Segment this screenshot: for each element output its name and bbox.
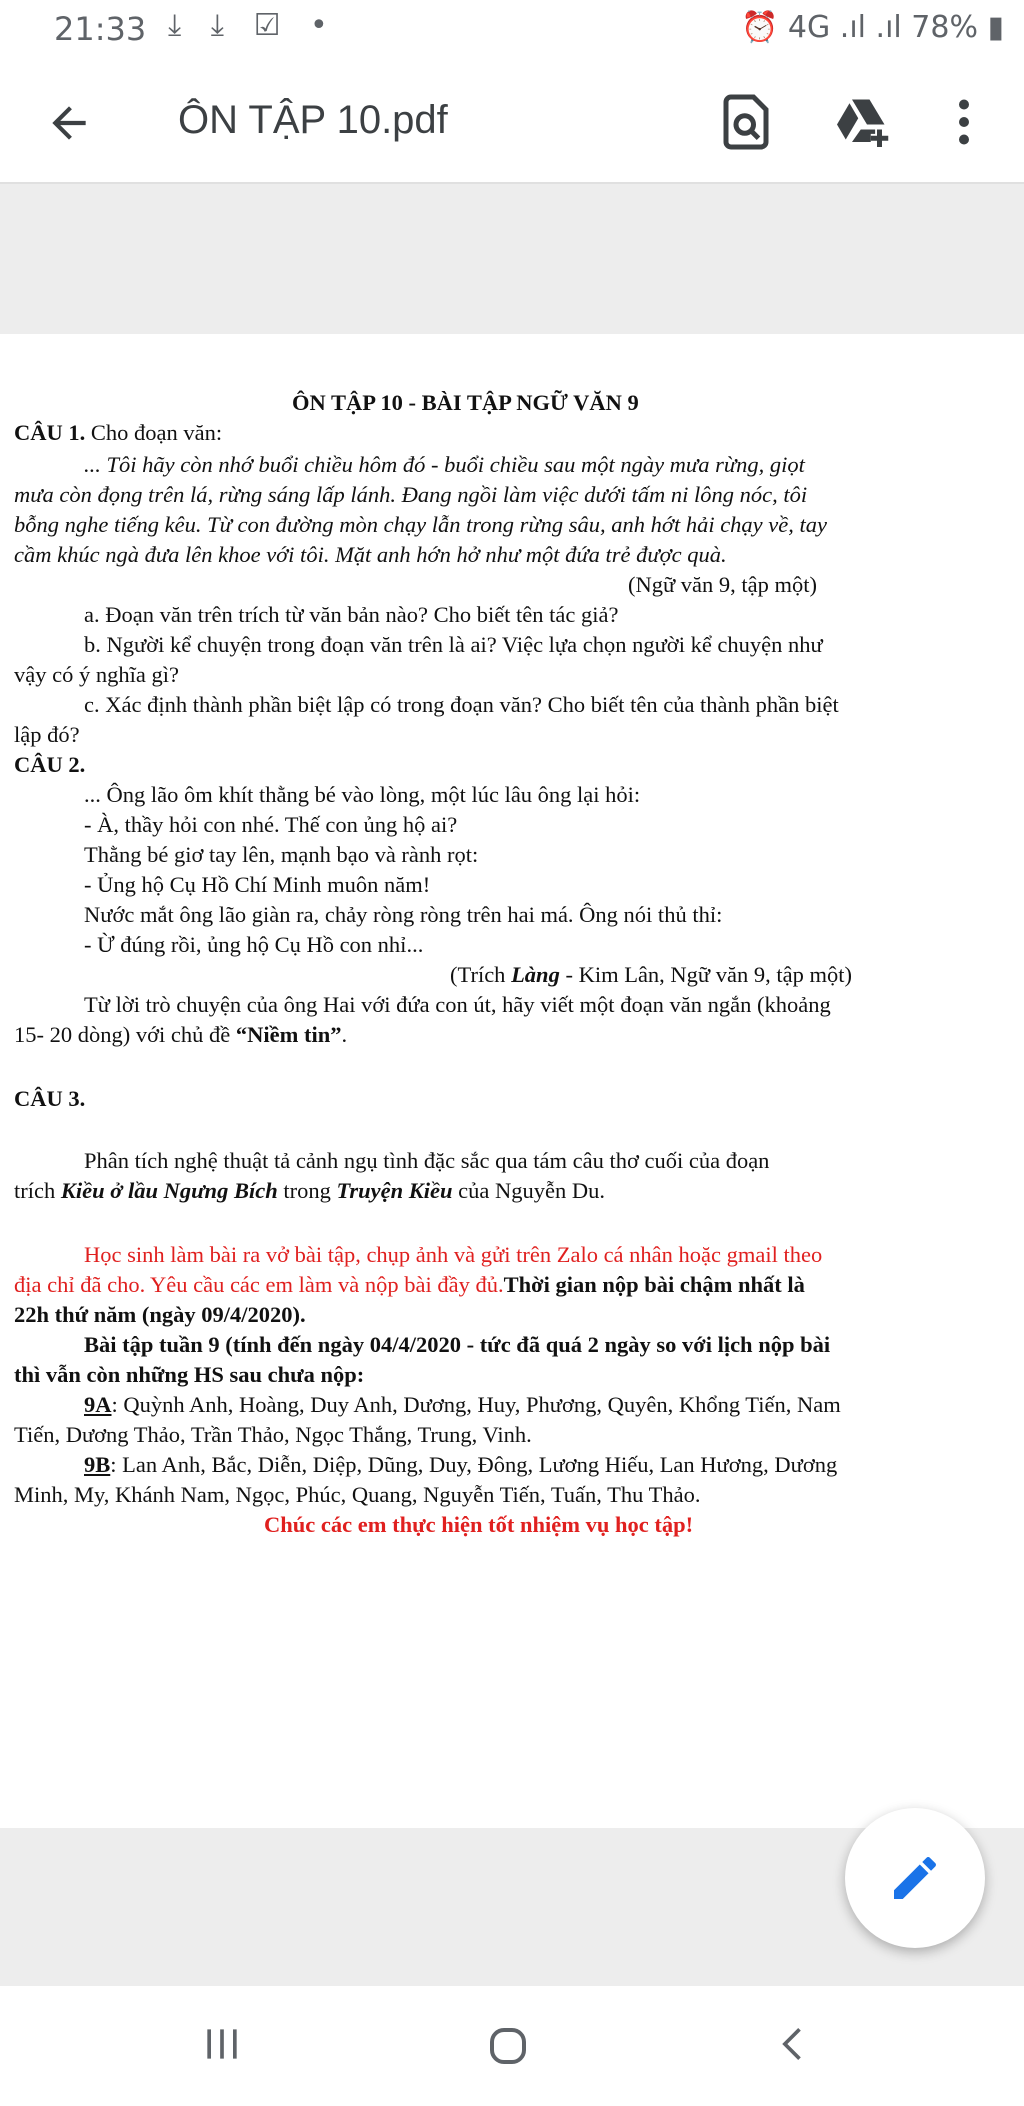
q3-text: trích xyxy=(14,1178,61,1203)
add-to-drive-icon[interactable] xyxy=(832,92,892,152)
q2-task: Từ lời trò chuyện của ông Hai với đứa con út, hãy viết một đoạn văn ngắn (khoảng xyxy=(84,992,831,1017)
search-document-icon[interactable] xyxy=(716,92,776,152)
q3-label: CÂU 3. xyxy=(14,1086,86,1111)
q2-line: Nước mắt ông lão giàn ra, chảy ròng ròng trên hai má. Ông nói thủ thỉ: xyxy=(84,902,723,927)
edit-fab-button[interactable] xyxy=(845,1808,985,1948)
more-vert-icon[interactable] xyxy=(934,92,994,152)
status-bar xyxy=(0,0,1024,62)
q2-line: - Ừ đúng rồi, ủng hộ Cụ Hồ con nhỉ... xyxy=(84,932,424,957)
q1-passage-line: ... Tôi hãy còn nhớ buổi chiều hôm đó - buổi chiều sau một ngày mưa rừng, giọt xyxy=(84,452,805,477)
pencil-icon xyxy=(887,1850,943,1906)
q3-text: trong xyxy=(277,1178,337,1203)
q3-text: của Nguyễn Du. xyxy=(452,1178,605,1203)
back-arrow-icon[interactable] xyxy=(44,98,94,148)
class-9b-list-cont: Minh, My, Khánh Nam, Ngọc, Phúc, Quang, Nguyễn Tiến, Tuấn, Thu Thảo. xyxy=(14,1482,701,1507)
week9-note: Bài tập tuần 9 (tính đến ngày 04/4/2020 - tức đã quá 2 ngày so với lịch nộp bài xyxy=(84,1332,831,1357)
closing-message: Chúc các em thực hiện tốt nhiệm vụ học tập! xyxy=(264,1512,694,1537)
document-title: ÔN TẬP 10.pdf xyxy=(178,98,448,142)
q3-line: Phân tích nghệ thuật tả cảnh ngụ tình đặc sắc qua tám câu thơ cuối của đoạn xyxy=(84,1148,770,1173)
class-9a-list-cont: Tiến, Dương Thảo, Trần Thảo, Ngọc Thắng, Trung, Vinh. xyxy=(14,1422,532,1447)
q2-task-pre: 15- 20 dòng) với chủ đề xyxy=(14,1022,236,1047)
notice-red: Học sinh làm bài ra vở bài tập, chụp ảnh và gửi trên Zalo cá nhân hoặc gmail theo xyxy=(84,1242,823,1267)
q1-intro: Cho đoạn văn: xyxy=(85,420,223,445)
q2-line: - À, thầy hỏi con nhé. Thế con ủng hộ ai? xyxy=(84,812,458,837)
system-icons: ⏰ 4G .ıl .ıl 78% ▮ xyxy=(741,10,1004,45)
q2-source-work: Làng xyxy=(511,962,560,987)
recents-icon[interactable] xyxy=(200,2022,244,2066)
q2-source-pre: (Trích xyxy=(450,962,512,987)
q1-part-c-cont: lập đó? xyxy=(14,722,80,747)
q1-heading xyxy=(14,418,222,449)
q1-part-b-cont: vậy có ý nghĩa gì? xyxy=(14,662,179,687)
q2-line: ... Ông lão ôm khít thằng bé vào lòng, một lúc lâu ông lại hỏi: xyxy=(84,782,641,807)
q1-passage-line: bỗng nghe tiếng kêu. Từ con đường mòn chạy lẫn trong rừng sâu, anh hớt hải chạy về, tay xyxy=(14,512,827,537)
notice-red-cont: địa chỉ đã cho. Yêu cầu các em làm và nộp bài đầy đủ. xyxy=(14,1272,504,1297)
q2-line: - Ủng hộ Cụ Hồ Chí Minh muôn năm! xyxy=(84,872,431,897)
q2-label: CÂU 2. xyxy=(14,752,86,777)
q3-line-2 xyxy=(14,1176,605,1207)
notice-deadline: Thời gian nộp bài chậm nhất là xyxy=(503,1272,805,1297)
q3-work-title: Truyện Kiều xyxy=(336,1178,453,1203)
class-9a-label: 9A xyxy=(84,1392,112,1417)
nav-back-icon[interactable] xyxy=(772,2022,816,2066)
app-bar xyxy=(0,62,1024,184)
viewer-background xyxy=(0,184,1024,334)
class-9a-names: : Quỳnh Anh, Hoàng, Duy Anh, Dương, Huy, Phương, Quyên, Khổng Tiến, Nam xyxy=(111,1392,841,1417)
q2-task-post: . xyxy=(341,1022,348,1047)
notification-icons: ⤓ ⤓ ☑ • xyxy=(168,8,338,43)
q2-source xyxy=(450,960,852,991)
week9-note-cont: thì vẫn còn những HS sau chưa nộp: xyxy=(14,1362,365,1387)
class-9a-list xyxy=(84,1390,841,1421)
q1-part-c: c. Xác định thành phần biệt lập có trong đoạn văn? Cho biết tên của thành phần biệt xyxy=(84,692,839,717)
class-9b-list xyxy=(84,1450,837,1481)
q1-passage-line: cầm khúc ngà đưa lên khoe với tôi. Mặt anh hớn hở như một đứa trẻ được quà. xyxy=(14,542,727,567)
q1-part-b: b. Người kể chuyện trong đoạn văn trên là ai? Việc lựa chọn người kể chuyện như xyxy=(84,632,823,657)
q1-passage-line: mưa còn đọng trên lá, rừng sáng lấp lánh. Đang ngồi làm việc dưới tấm ni lông nóc, tôi xyxy=(14,482,808,507)
pdf-page[interactable] xyxy=(0,334,1024,1828)
home-icon[interactable] xyxy=(484,2022,532,2070)
system-nav-bar xyxy=(0,1986,1024,2106)
status-time: 21:33 xyxy=(54,10,147,48)
class-9b-names: : Lan Anh, Bắc, Diễn, Diệp, Dũng, Duy, Đông, Lương Hiếu, Lan Hương, Dương xyxy=(110,1452,838,1477)
document-heading: ÔN TẬP 10 - BÀI TẬP NGỮ VĂN 9 xyxy=(292,390,639,415)
q1-label: CÂU 1. xyxy=(14,420,86,445)
q2-source-post: - Kim Lân, Ngữ văn 9, tập một) xyxy=(559,962,852,987)
q3-excerpt-title: Kiều ở lầu Ngưng Bích xyxy=(60,1178,278,1203)
q2-line: Thằng bé giơ tay lên, mạnh bạo và rành rọt: xyxy=(84,842,479,867)
q1-part-a: a. Đoạn văn trên trích từ văn bản nào? Cho biết tên tác giả? xyxy=(84,602,619,627)
q2-task-cont xyxy=(14,1020,347,1051)
class-9b-label: 9B xyxy=(84,1452,111,1477)
notice-deadline-date: 22h thứ năm (ngày 09/4/2020). xyxy=(14,1302,306,1327)
q1-source: (Ngữ văn 9, tập một) xyxy=(628,572,818,597)
notice-line-2 xyxy=(14,1270,805,1301)
q2-topic: “Niềm tin” xyxy=(235,1022,342,1047)
